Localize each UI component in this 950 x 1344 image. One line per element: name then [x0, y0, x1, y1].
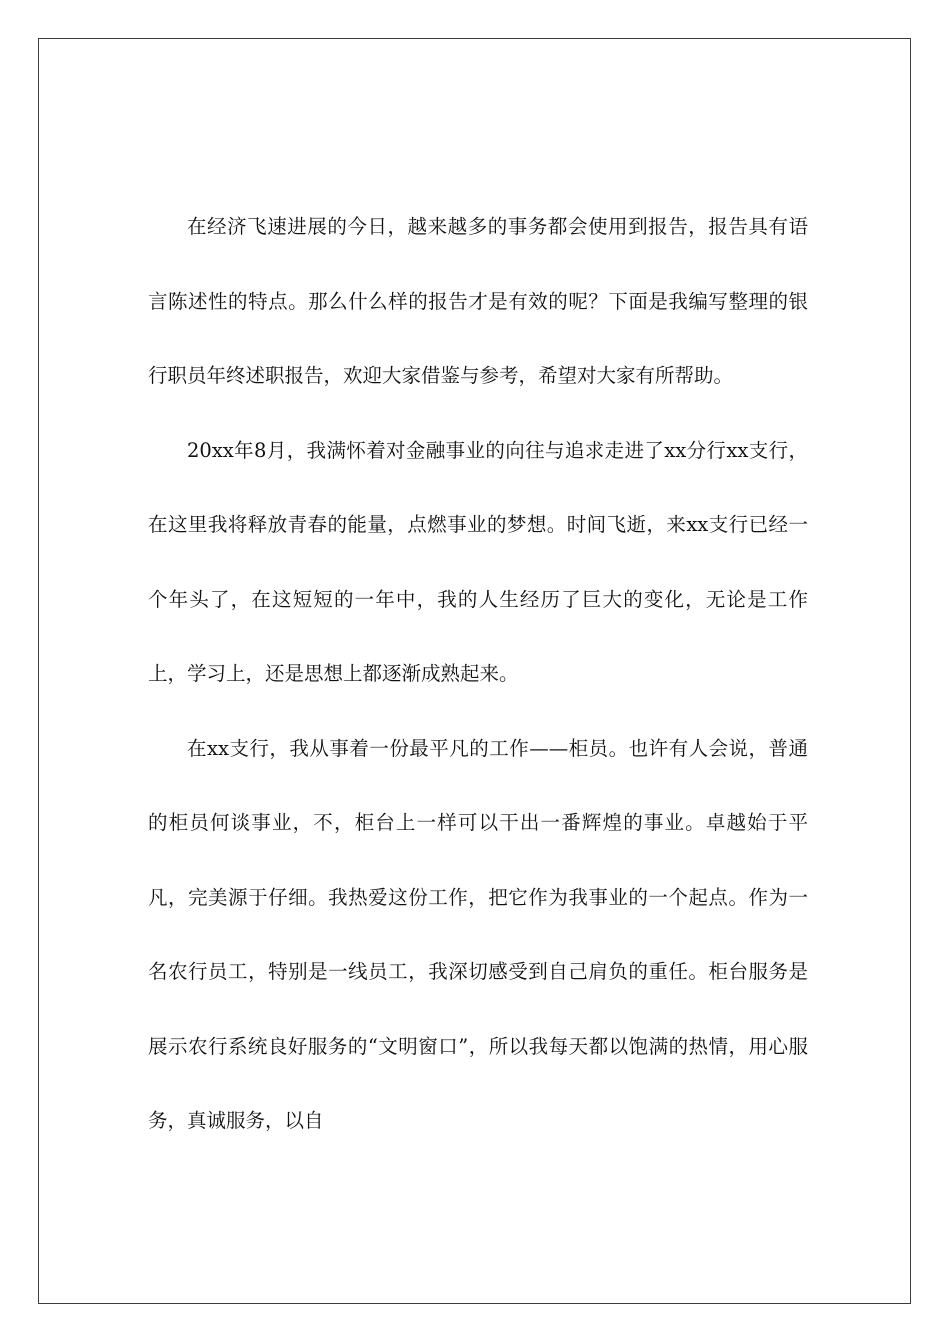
paragraph-joining-bank: 20xx年8月，我满怀着对金融事业的向往与追求走进了xx分行xx支行，在这里我将释放青春的能量，点燃事业的梦想。时间飞逝，来xx支行已经一个年头了，在这短短的一年中，我的人生经历了巨大的变化，无论是工作上，学习上，还是思想上都逐渐成熟起来。: [148, 438, 808, 685]
paragraph-intro: 在经济飞速进展的今日，越来越多的事务都会使用到报告，报告具有语言陈述性的特点。那么什么样的报告才是有效的呢？下面是我编写整理的银行职员年终述职报告，欢迎大家借鉴与参考，希望对大家有所帮助。: [148, 215, 808, 387]
document-body: [148, 190, 808, 1159]
paragraph-teller-work: 在xx支行，我从事着一份最平凡的工作——柜员。也许有人会说，普通的柜员何谈事业，不，柜台上一样可以干出一番辉煌的事业。卓越始于平凡，完美源于仔细。我热爱这份工作，把它作为我事业的一个起点。作为一名农行员工，特别是一线员工，我深切感受到自己肩负的重任。柜台服务是展示农行系统良好服务的“文明窗口”，所以我每天都以饱满的热情，用心服务，真诚服务，以自: [148, 736, 808, 1132]
